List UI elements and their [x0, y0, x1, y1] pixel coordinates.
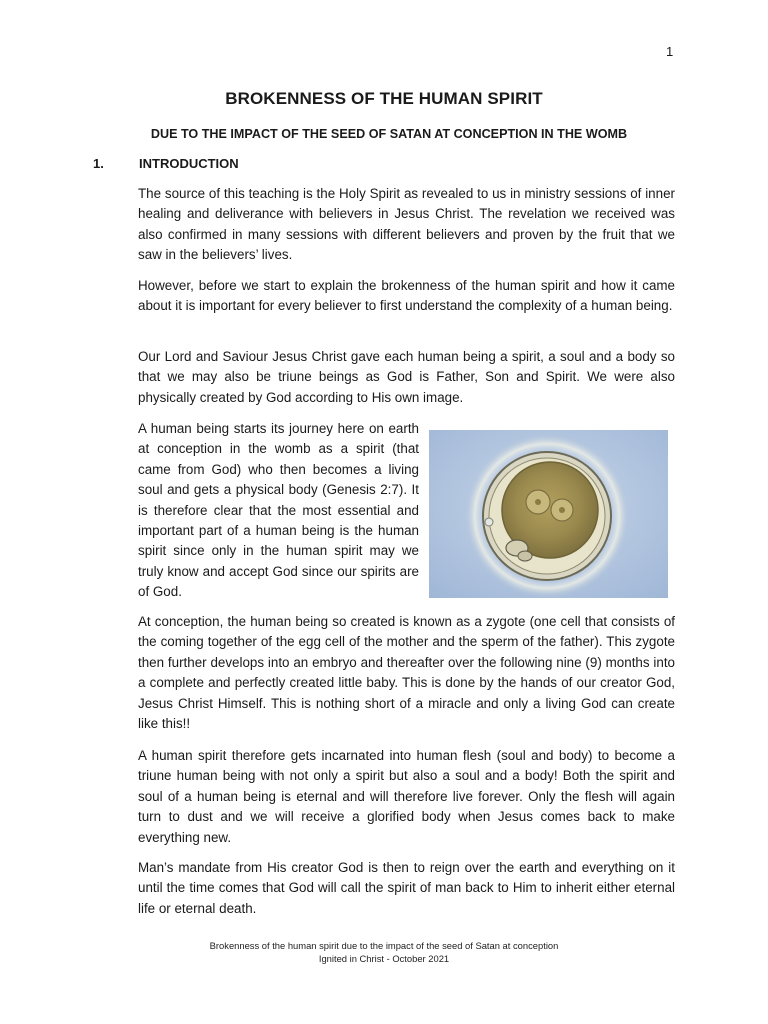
document-subtitle: DUE TO THE IMPACT OF THE SEED OF SATAN AT CONCEPTION IN THE WOMB — [150, 127, 628, 141]
paragraph-source: The source of this teaching is the Holy Spirit as revealed to us in ministry sessions of inner healing and deliverance with believers in Jesus Christ. The revelation we received was also confirmed in many sessions with different believers and proven by the fruit that we saw in the believers’ lives. — [138, 186, 675, 263]
paragraph-journey: A human being starts its journey here on earth at conception in the womb as a spirit (that came from God) who then becomes a living soul and gets a physical body (Genesis 2:7). It is therefore clear that the most essential and important part of a human being is the human spirit since only in the human spirit may we truly know and accept God since our spirits are of God. — [138, 421, 419, 600]
paragraph-incarnated: A human spirit therefore gets incarnated into human flesh (soul and body) to become a triune human being with not only a spirit but also a soul and a body! Both the spirit and soul of a human being is eternal and will therefore live forever. Only the flesh will again turn to dust and we will receive a glorified body when Jesus comes back to make everything new. — [138, 748, 675, 845]
paragraph-conception: At conception, the human being so created is known as a zygote (one cell that consists of the coming together of the egg cell of the mother and the sperm of the father). This zygote then further develops into an embryo and thereafter over the following nine (9) months into a complete and perfectly created little baby. This is done by the hands of our creator God, Jesus Christ Himself. This is nothing short of a miracle and only a living God can create like this!! — [138, 614, 675, 732]
zygote-illustration — [429, 430, 668, 598]
footer-line-1: Brokenness of the human spirit due to the impact of the seed of Satan at conception — [209, 940, 559, 951]
paragraph-mandate: Man’s mandate from His creator God is then to reign over the earth and everything on it until the time comes that God will call the spirit of man back to Him to inherit either eternal life or eternal death. — [138, 860, 675, 916]
page-footer — [0, 939, 768, 965]
paragraph-however: However, before we start to explain the brokenness of the human spirit and how it came about it is important for every believer to first understand the complexity of a human being. — [138, 278, 675, 314]
section-number: 1. — [93, 156, 104, 171]
document-title: BROKENNESS OF THE HUMAN SPIRIT — [225, 89, 543, 108]
zygote-image — [429, 430, 668, 598]
paragraph-triune: Our Lord and Saviour Jesus Christ gave each human being a spirit, a soul and a body so that we may also be triune beings as God is Father, Son and Spirit. We were also physically created by God according to His own image. — [138, 349, 675, 405]
page-number: 1 — [666, 44, 674, 59]
section-title: INTRODUCTION — [139, 156, 239, 171]
footer-line-2: Ignited in Christ - October 2021 — [318, 953, 450, 964]
